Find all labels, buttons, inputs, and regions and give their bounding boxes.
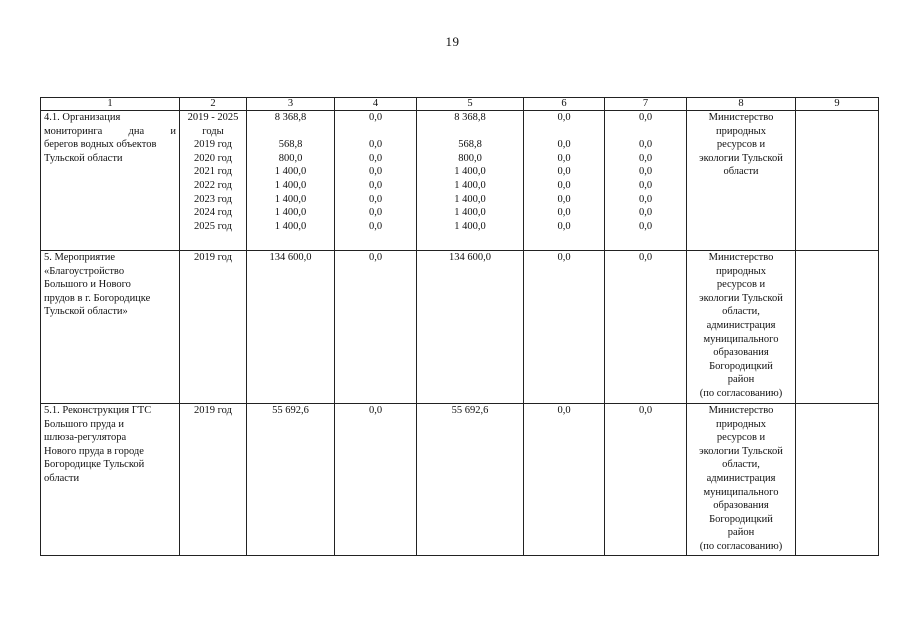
header-row	[41, 98, 879, 111]
executor-line: Министерство	[708, 112, 774, 123]
value-cell: 0,0	[335, 251, 417, 404]
year-value: 1 400,0	[454, 193, 486, 205]
spacer	[338, 125, 413, 139]
empty-cell	[796, 111, 879, 251]
year-value: 0,0	[368, 166, 383, 178]
year-value: 0,0	[557, 193, 571, 205]
executor-line: природных	[716, 418, 766, 430]
measure-name-cell	[41, 251, 180, 404]
measure-name-line: прудов в г. Богородицке	[44, 292, 151, 304]
executor-line: (по согласованию)	[699, 387, 783, 399]
year-value: 1 400,0	[274, 179, 307, 191]
executor-line: ресурсов и	[716, 432, 766, 444]
year-value: 1 400,0	[454, 207, 486, 219]
value-cell: 55 692,6	[247, 404, 335, 556]
value-cell	[247, 111, 335, 251]
executor-line: муниципального	[703, 486, 779, 498]
year-value: 0,0	[557, 139, 571, 151]
measure-name-line: 5.1. Реконструкция ГТС	[44, 405, 152, 416]
executor-line: экологии Тульской	[699, 152, 783, 164]
year-label: 2021 год	[194, 166, 232, 178]
header-cell: 4	[335, 98, 417, 111]
value-cell: 0,0	[605, 251, 687, 404]
measure-name-line: Тульской области	[44, 152, 123, 164]
executor-line: экологии Тульской	[699, 445, 783, 457]
year-value: 0,0	[368, 193, 383, 205]
spacer	[420, 125, 520, 139]
executor-line: ресурсов и	[716, 139, 766, 151]
total-value: 0,0	[638, 112, 653, 123]
measure-name-line: Нового пруда в городе	[44, 445, 144, 457]
year-value: 1 400,0	[454, 179, 486, 191]
header-cell: 2	[180, 98, 247, 111]
year-value: 800,0	[458, 152, 482, 164]
value-cell	[335, 111, 417, 251]
executor-line: администрация	[706, 319, 776, 331]
measure-name-cell	[41, 111, 180, 251]
year-label: 2024 год	[194, 207, 232, 219]
year-value: 0,0	[368, 207, 383, 219]
executor-line: район	[727, 374, 755, 386]
table-row	[41, 251, 879, 404]
period-cell	[180, 111, 247, 251]
executor-line: образования	[713, 347, 769, 359]
executor-line: Богородицкий	[709, 360, 773, 372]
measure-name-cell	[41, 404, 180, 556]
measure-name-line: берегов водных объектов	[44, 139, 157, 151]
year-value: 0,0	[638, 152, 653, 164]
executor-cell	[687, 251, 796, 404]
executor-line: (по согласованию)	[699, 540, 783, 552]
executor-line: муниципального	[703, 333, 779, 345]
measure-name-line: Большого и Нового	[44, 279, 131, 291]
year-value: 0,0	[557, 166, 571, 178]
year-value: 0,0	[557, 207, 571, 219]
year-value: 1 400,0	[274, 166, 307, 178]
year-label: 2020 год	[194, 152, 232, 164]
total-value: 8 368,8	[274, 112, 307, 123]
year-value: 0,0	[368, 220, 383, 232]
year-label: 2022 год	[194, 179, 232, 191]
year-value: 1 400,0	[274, 193, 307, 205]
executor-line: район	[727, 527, 755, 539]
period-range: годы	[202, 125, 224, 137]
table-row	[41, 404, 879, 556]
year-value: 0,0	[638, 220, 653, 232]
year-label: 2019 год	[194, 139, 232, 151]
period-range: 2019 - 2025	[187, 112, 239, 123]
year-value: 0,0	[638, 207, 653, 219]
year-value: 0,0	[638, 139, 653, 151]
executor-line: области	[723, 166, 759, 178]
year-value: 0,0	[638, 179, 653, 191]
year-value: 0,0	[368, 179, 383, 191]
table-row	[41, 111, 879, 251]
measure-name-line: Богородицке Тульской	[44, 459, 145, 471]
executor-line: природных	[716, 125, 766, 137]
value-cell: 0,0	[524, 251, 605, 404]
measure-name-line: мониторинга дна и	[44, 125, 176, 137]
header-cell: 3	[247, 98, 335, 111]
executor-cell	[687, 404, 796, 556]
header-cell: 1	[41, 98, 180, 111]
value-cell: 134 600,0	[247, 251, 335, 404]
value-cell	[417, 111, 524, 251]
executor-line: администрация	[706, 472, 776, 484]
header-cell: 9	[796, 98, 879, 111]
header-cell: 5	[417, 98, 524, 111]
value-cell: 0,0	[524, 404, 605, 556]
executor-line: Министерство	[708, 252, 774, 263]
year-value: 0,0	[368, 139, 383, 151]
value-cell: 0,0	[605, 404, 687, 556]
year-value: 0,0	[638, 193, 653, 205]
value-cell	[524, 111, 605, 251]
header-cell: 7	[605, 98, 687, 111]
executor-line: ресурсов и	[716, 279, 766, 291]
year-value: 800,0	[278, 152, 303, 164]
executor-line: области,	[722, 306, 760, 318]
year-value: 568,8	[458, 139, 482, 151]
measure-name-line: 5. Мероприятие	[44, 252, 116, 263]
year-value: 0,0	[368, 152, 383, 164]
value-cell: 134 600,0	[417, 251, 524, 404]
executor-line: природных	[716, 265, 766, 277]
measure-name-line: Большого пруда и	[44, 418, 124, 430]
period-cell: 2019 год	[180, 404, 247, 556]
measure-name-line: шлюза-регулятора	[44, 432, 127, 444]
measure-name-line: области	[44, 472, 80, 484]
page-number: 19	[445, 34, 460, 49]
year-value: 1 400,0	[454, 166, 486, 178]
year-value: 0,0	[557, 179, 571, 191]
executor-line: Богородицкий	[709, 513, 773, 525]
header-cell: 6	[524, 98, 605, 111]
executor-line: экологии Тульской	[699, 292, 783, 304]
measure-name-line: «Благоустройство	[44, 265, 125, 277]
year-value: 1 400,0	[274, 220, 307, 232]
year-value: 0,0	[557, 152, 571, 164]
empty-cell	[796, 404, 879, 556]
value-cell: 0,0	[335, 404, 417, 556]
value-cell: 55 692,6	[417, 404, 524, 556]
total-value: 8 368,8	[454, 112, 486, 123]
year-value: 1 400,0	[454, 220, 486, 232]
spacer	[527, 125, 601, 139]
year-value: 1 400,0	[274, 207, 307, 219]
total-value: 0,0	[557, 112, 571, 123]
value-cell	[605, 111, 687, 251]
measure-name-line: Тульской области»	[44, 306, 128, 318]
total-value: 0,0	[368, 112, 383, 123]
executor-line: области,	[722, 459, 760, 471]
spacer	[250, 125, 331, 139]
period-cell: 2019 год	[180, 251, 247, 404]
executor-line: Министерство	[708, 405, 774, 416]
empty-cell	[796, 251, 879, 404]
budget-table	[40, 97, 879, 556]
spacer	[608, 125, 683, 139]
year-value: 0,0	[638, 166, 653, 178]
executor-line: образования	[713, 500, 769, 512]
measure-name-line: 4.1. Организация	[44, 112, 121, 123]
year-value: 568,8	[278, 139, 303, 151]
executor-cell	[687, 111, 796, 251]
year-label: 2025 год	[194, 220, 232, 232]
year-value: 0,0	[557, 220, 571, 232]
year-label: 2023 год	[194, 193, 232, 205]
header-cell: 8	[687, 98, 796, 111]
